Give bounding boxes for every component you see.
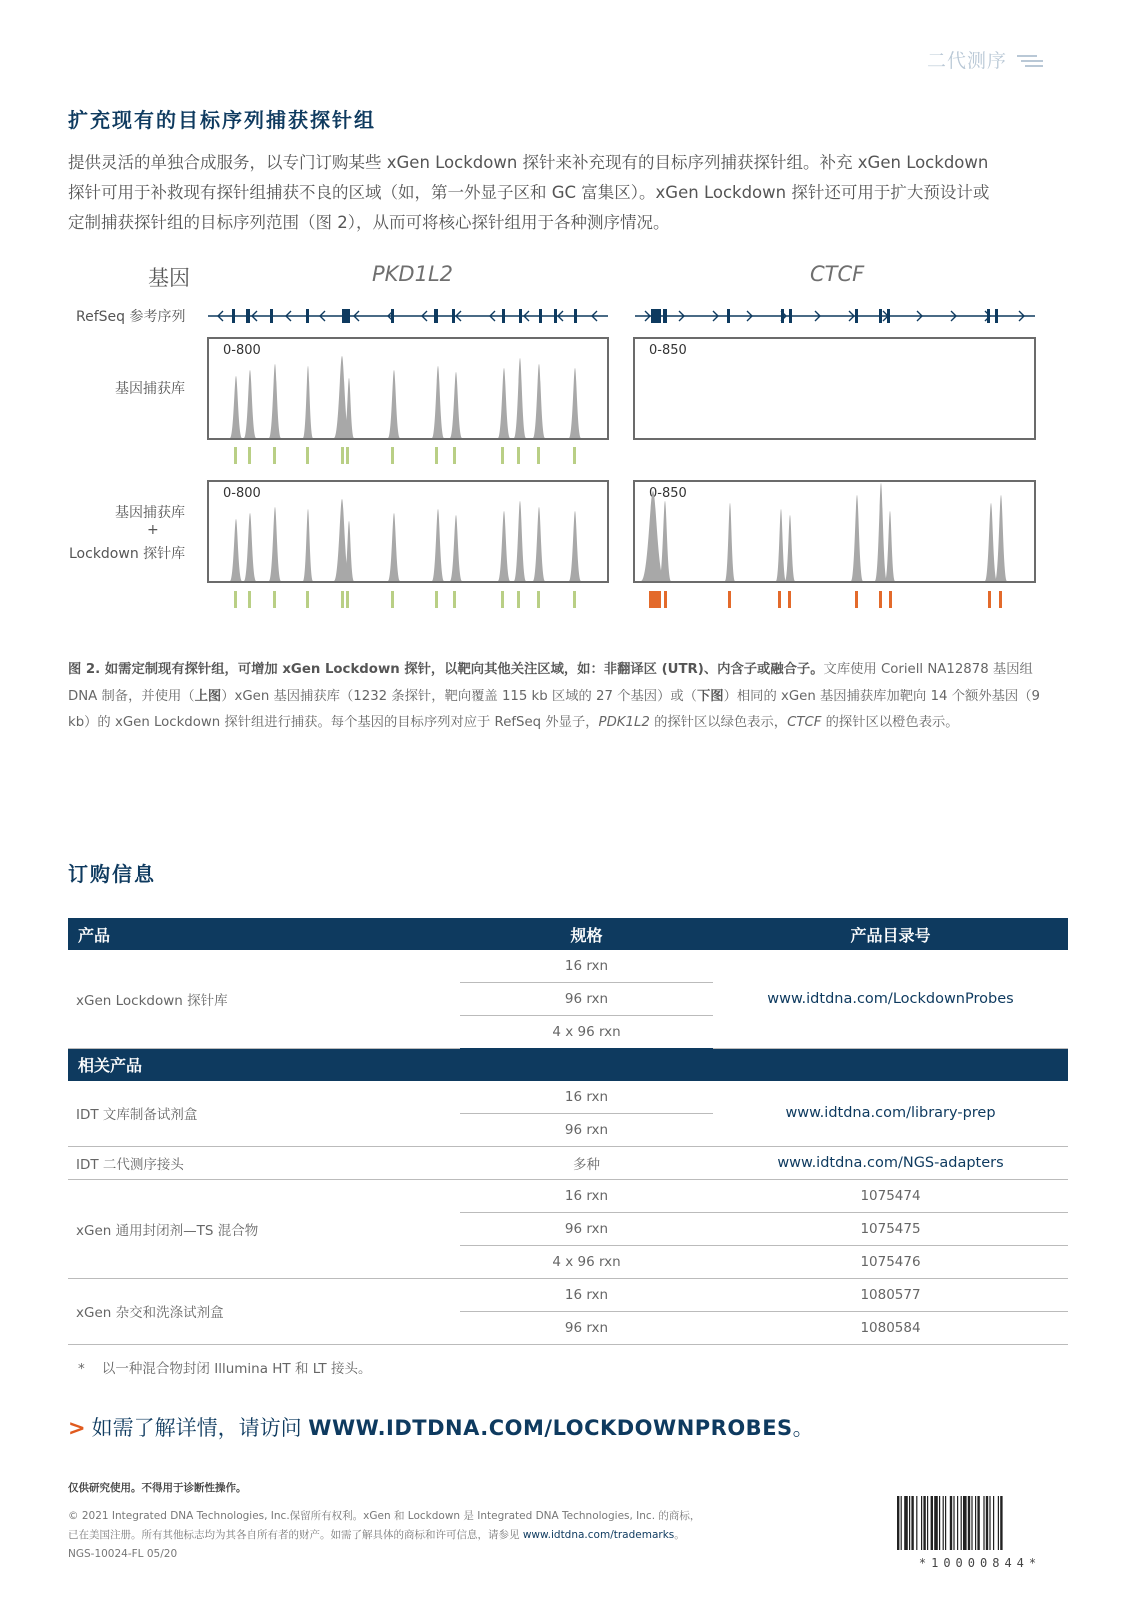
- probe-mark: [573, 447, 576, 464]
- caption-bold: 下图: [696, 688, 724, 704]
- coverage-peak: [230, 519, 242, 581]
- coverage-panel-pkd1l2-bottom: [207, 480, 609, 583]
- exon-block: [246, 309, 250, 323]
- gene-name-pkd1l2: PKD1L2: [372, 262, 454, 286]
- cta-link[interactable]: WWW.IDTDNA.COM/LOCKDOWNPROBES: [308, 1416, 793, 1440]
- exon-block: [995, 309, 998, 323]
- exon-block: [781, 309, 784, 323]
- coverage-peak: [851, 495, 863, 581]
- caption-text: 的探针区以橙色表示。: [821, 715, 959, 730]
- spec-cell: 16 rxn: [564, 958, 609, 974]
- caption-text: ）xGen 基因捕获库（1232 条探针，靶向覆盖 115 kb 区域的 27 个基因）或（: [221, 688, 697, 704]
- table-row: [68, 950, 1068, 983]
- exon-block: [789, 309, 792, 323]
- gene-column-label: 基因: [148, 266, 190, 290]
- coverage-peaks: [209, 482, 607, 581]
- barcode-bar: [989, 1496, 990, 1550]
- coverage-peak: [776, 509, 786, 581]
- coverage-peak: [450, 515, 462, 581]
- catalog-link[interactable]: www.idtdna.com/LockdownProbes: [713, 950, 1068, 1048]
- probe-mark: [573, 591, 576, 608]
- barcode-bar: [998, 1496, 999, 1550]
- probe-mark: [501, 447, 504, 464]
- document-id: NGS-10024-FL 05/20: [68, 1548, 178, 1560]
- barcode-bar: [968, 1496, 970, 1550]
- product-name: xGen 杂交和洗涤试剂盒: [68, 1278, 460, 1344]
- combo-label-line1: 基因捕获库: [115, 505, 185, 521]
- coverage-peak: [569, 511, 581, 581]
- coverage-panel-ctcf-top: [633, 337, 1036, 440]
- probe-mark: [234, 591, 237, 608]
- copyright: [68, 1507, 788, 1564]
- probe-mark: [346, 447, 349, 464]
- coverage-peak: [303, 366, 313, 438]
- exon-block: [554, 309, 557, 323]
- spec-cell: 96 rxn: [460, 1113, 713, 1146]
- spec-cell: 96 rxn: [460, 1212, 713, 1245]
- probe-mark: [306, 447, 309, 464]
- related-products-header: [68, 1048, 1068, 1081]
- coverage-peak: [244, 370, 256, 438]
- refseq-label: RefSeq 参考序列: [76, 309, 186, 325]
- coverage-peak: [432, 509, 444, 581]
- probe-mark: [306, 591, 309, 608]
- probe-mark: [453, 591, 456, 608]
- footnote-mark: *: [78, 1361, 85, 1377]
- exon-block: [519, 309, 522, 323]
- coverage-peak: [533, 364, 545, 438]
- spec-cell: 96 rxn: [460, 1311, 713, 1344]
- caption-bold: 上图: [194, 688, 222, 704]
- barcode-bar: [909, 1496, 910, 1550]
- table-row: [68, 1179, 1068, 1212]
- scale-label: 0-850: [649, 343, 687, 358]
- product-name: IDT 文库制备试剂盒: [68, 1081, 460, 1147]
- coverage-peak: [388, 513, 400, 581]
- coverage-peak: [269, 364, 281, 438]
- coverage-peak: [533, 507, 545, 581]
- spec-cell: 96 rxn: [460, 983, 713, 1016]
- coverage-peak: [498, 511, 510, 581]
- probe-mark: [649, 591, 661, 608]
- probe-mark: [537, 591, 540, 608]
- probe-mark: [879, 591, 882, 608]
- coverage-peaks: [635, 482, 1034, 581]
- spec-cell: 16 rxn: [460, 1278, 713, 1311]
- header-spec: 规格: [460, 918, 713, 950]
- intro-paragraph: [68, 148, 1068, 238]
- probe-mark: [435, 591, 438, 608]
- probe-mark: [273, 447, 276, 464]
- probe-mark: [517, 447, 520, 464]
- copyright-line: © 2021 Integrated DNA Technologies, Inc.保留所有权利。xGen 和 Lockdown 是 Integrated DNA Technologies, Inc. 的商标，: [68, 1510, 701, 1522]
- call-to-action: [68, 1412, 814, 1442]
- barcode-bar: [986, 1496, 988, 1550]
- exon-block: [270, 309, 273, 323]
- scale-label: 0-850: [649, 486, 687, 501]
- catalog-number: 1080584: [713, 1311, 1068, 1344]
- coverage-peak: [514, 501, 526, 581]
- coverage-peak: [569, 368, 581, 438]
- menu-icon[interactable]: [1017, 54, 1043, 68]
- intro-line: 提供灵活的单独合成服务，以专门订购某些 xGen Lockdown 探针来补充现有的目标序列捕获探针组。补充 xGen Lockdown: [68, 153, 989, 172]
- coverage-peak: [514, 358, 526, 438]
- barcode-bar: [975, 1496, 976, 1550]
- barcode-bar: [901, 1496, 902, 1550]
- barcode-bar: [950, 1496, 952, 1550]
- barcode-bar: [993, 1496, 994, 1550]
- probe-mark: [453, 447, 456, 464]
- exon-block: [502, 309, 505, 323]
- exon-block: [663, 309, 667, 323]
- barcode-bar: [939, 1496, 940, 1550]
- caption-lead: 图 2. 如需定制现有探针组，可增加 xGen Lockdown 探针，以靶向其他关注区域，如：非翻译区 (UTR)、内含子或融合子。: [68, 662, 824, 677]
- coverage-peak: [388, 370, 400, 438]
- probe-mark: [999, 591, 1002, 608]
- spec-cell: 16 rxn: [564, 1088, 609, 1105]
- scale-label: 0-800: [223, 486, 261, 501]
- coverage-peak: [432, 366, 444, 438]
- barcode-bar: [983, 1496, 984, 1550]
- related-products-title: 相关产品: [68, 1048, 1068, 1081]
- probe-mark: [664, 591, 667, 608]
- catalog-number: 1080577: [713, 1278, 1068, 1311]
- exon-block: [987, 309, 990, 323]
- coverage-peaks: [209, 339, 607, 438]
- spec-cell: 4 x 96 rxn: [460, 1016, 713, 1049]
- barcode-bar: [957, 1496, 958, 1550]
- gene-library-label: 基因捕获库: [115, 381, 185, 397]
- coverage-peak: [498, 368, 510, 438]
- combo-label-line2: Lockdown 探针库: [69, 546, 186, 562]
- probe-marks-pkd1l2-bottom: [207, 590, 609, 610]
- probe-mark: [391, 447, 394, 464]
- probe-mark: [346, 591, 349, 608]
- probe-mark: [517, 591, 520, 608]
- barcode-icon: [895, 1496, 1065, 1552]
- coverage-peak: [995, 495, 1007, 581]
- trademarks-link[interactable]: www.idtdna.com/trademarks: [522, 1529, 675, 1541]
- catalog-link[interactable]: www.idtdna.com/NGS-adapters: [713, 1146, 1068, 1179]
- caption-text: 文库使用 Coriell NA12878 基因组 DNA 制备，并使用（: [68, 662, 1033, 704]
- coverage-peak: [244, 513, 256, 581]
- exon-block: [879, 309, 882, 323]
- table-row: [68, 1146, 1068, 1179]
- coverage-peak: [785, 515, 795, 581]
- probe-mark: [341, 447, 344, 464]
- coverage-peak: [885, 511, 895, 581]
- copyright-line: 已在美国注册。所有其他标志均为其各自所有者的财产。如需了解具体的商标和许可信息，请参见: [68, 1529, 523, 1541]
- intro-line: 探针可用于补救现有探针组捕获不良的区域（如，第一外显子区和 GC 富集区）。xGen Lockdown 探针还可用于扩大预设计或: [68, 183, 990, 202]
- barcode-bar: [921, 1496, 922, 1550]
- exon-block: [434, 309, 438, 323]
- copyright-end: 。: [674, 1529, 685, 1541]
- coverage-peak: [875, 483, 887, 581]
- caption-text: ）相同的 xGen 基因捕获库加靶向 14 个额外基因（9 kb）的 xGen Lockdown 探针组进行捕获。每个基因的目标序列对应于 RefSeq 外显子，: [68, 688, 1040, 730]
- section-title-expand: 扩充现有的目标序列捕获探针组: [68, 108, 376, 132]
- barcode-bar: [943, 1496, 944, 1550]
- catalog-link[interactable]: www.idtdna.com/library-prep: [713, 1081, 1068, 1147]
- catalog-number: 1075475: [713, 1212, 1068, 1245]
- cta-text: 如需了解详情，请访问: [91, 1416, 309, 1440]
- probe-mark: [988, 591, 991, 608]
- section-tag: 二代测序: [926, 50, 1007, 72]
- refseq-track-ctcf: [633, 306, 1037, 326]
- exon-block: [727, 309, 730, 323]
- arrow-icon: >: [68, 1416, 86, 1440]
- exon-block: [391, 309, 394, 323]
- barcode-bar: [963, 1496, 967, 1550]
- coverage-peak: [303, 509, 313, 581]
- intro-line: 定制捕获探针组的目标序列范围（图 2），从而可将核心探针组用于各种测序情况。: [68, 213, 670, 232]
- coverage-panel-ctcf-bottom: [633, 480, 1036, 583]
- coverage-peak: [450, 372, 462, 438]
- probe-mark: [537, 447, 540, 464]
- barcode-number: *10000844*: [918, 1556, 1042, 1570]
- exon-block: [855, 309, 858, 323]
- product-name: xGen Lockdown 探针库: [68, 950, 460, 1048]
- exon-block: [574, 309, 577, 323]
- barcode-bar: [923, 1496, 925, 1550]
- probe-mark: [501, 591, 504, 608]
- barcode-bar: [971, 1496, 972, 1550]
- catalog-number: 1075476: [713, 1245, 1068, 1278]
- ordering-table: [68, 918, 1068, 1345]
- gene-name-ctcf: CTCF: [810, 262, 865, 286]
- caption-italic: PDK1L2: [598, 715, 650, 730]
- probe-mark: [341, 591, 344, 608]
- probe-mark: [788, 591, 791, 608]
- header-catalog: 产品目录号: [713, 918, 1068, 950]
- probe-mark: [855, 591, 858, 608]
- coverage-peak: [269, 507, 281, 581]
- probe-marks-pkd1l2-top: [207, 446, 609, 466]
- probe-marks-ctcf-bottom: [633, 590, 1036, 610]
- footnote: [78, 1357, 371, 1377]
- probe-mark: [273, 591, 276, 608]
- probe-mark: [234, 447, 237, 464]
- exon-block: [306, 309, 309, 323]
- barcode-bar: [916, 1496, 917, 1550]
- barcode-bar: [953, 1496, 954, 1550]
- catalog-number: 1075474: [713, 1179, 1068, 1212]
- cta-end: 。: [792, 1416, 814, 1440]
- scale-label: 0-800: [223, 343, 261, 358]
- barcode-bar: [945, 1496, 946, 1550]
- barcode-bar: [911, 1496, 913, 1550]
- combo-label-plus: +: [147, 522, 159, 538]
- barcode-bar: [934, 1496, 938, 1550]
- footnote-text: 以一种混合物封闭 Illumina HT 和 LT 接头。: [101, 1361, 372, 1377]
- figure-caption: [68, 657, 1048, 737]
- spec-cell: 16 rxn: [460, 1179, 713, 1212]
- probe-mark: [778, 591, 781, 608]
- spec-cell: 4 x 96 rxn: [460, 1245, 713, 1278]
- product-name: xGen 通用封闭剂—TS 混合物: [68, 1179, 460, 1278]
- coverage-peak: [985, 503, 997, 581]
- barcode-bar: [897, 1496, 899, 1550]
- exon-block: [651, 309, 661, 323]
- caption-text: 的探针区以绿色表示，: [649, 715, 788, 730]
- probe-mark: [248, 591, 251, 608]
- exon-block: [232, 309, 235, 323]
- coverage-peak: [230, 376, 242, 438]
- caption-italic: CTCF: [787, 715, 822, 730]
- exon-block: [452, 309, 455, 323]
- table-row: [68, 1081, 1068, 1114]
- product-name: IDT 二代测序接头: [68, 1146, 460, 1179]
- refseq-track-pkd1l2: [206, 306, 610, 326]
- coverage-panel-pkd1l2-top: [207, 337, 609, 440]
- disclaimer: 仅供研究使用。不得用于诊断性操作。: [68, 1482, 247, 1494]
- table-row: [68, 1278, 1068, 1311]
- barcode-bar: [927, 1496, 928, 1550]
- spec-cell: 多种: [460, 1146, 713, 1179]
- barcode-bar: [904, 1496, 908, 1550]
- probe-mark: [889, 591, 892, 608]
- probe-mark: [728, 591, 731, 608]
- barcode-bar: [961, 1496, 962, 1550]
- coverage-peak: [725, 503, 735, 581]
- exon-block: [887, 309, 890, 323]
- probe-mark: [248, 447, 251, 464]
- exon-block: [539, 309, 542, 323]
- exon-block: [342, 309, 350, 323]
- header-product: 产品: [68, 918, 460, 950]
- section-title-ordering: 订购信息: [68, 862, 156, 886]
- probe-mark: [391, 591, 394, 608]
- barcode-bar: [977, 1496, 979, 1550]
- probe-mark: [435, 447, 438, 464]
- barcode-bar: [1000, 1496, 1002, 1550]
- barcode-bar: [931, 1496, 933, 1550]
